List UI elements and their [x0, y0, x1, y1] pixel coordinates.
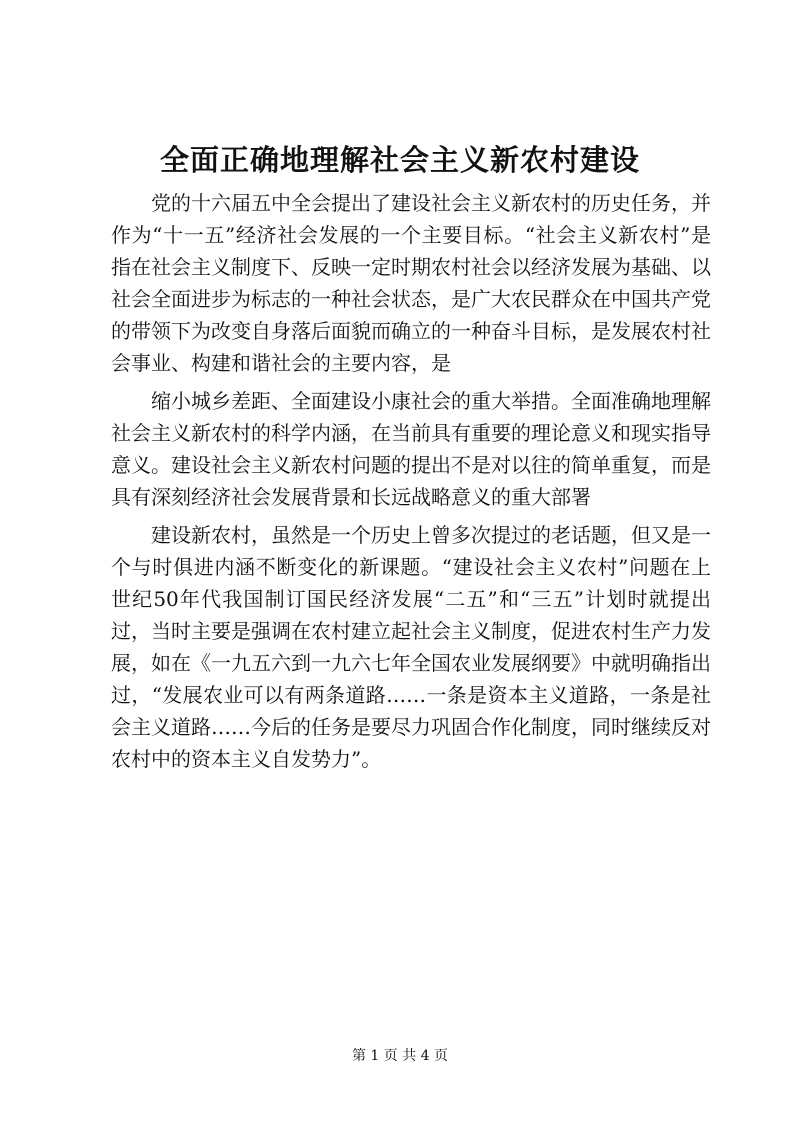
paragraph-1: 党的十六届五中全会提出了建设社会主义新农村的历史任务，并作为“十一五”经济社会发展的一个主要目标。“社会主义新农村”是指在社会主义制度下、反映一定时期农村社会以经济发展为基础、以社会全面进步为标志的一种社会状态，是广大农民群众在中国共产党的带领下为改变自身落后面貌而确立的一种奋斗目标，是发展农村社会事业、构建和谐社会的主要内容，是 — [111, 191, 711, 375]
page-footer: 第 1 页 共 4 页 — [351, 1048, 449, 1064]
document-body — [111, 187, 711, 781]
paragraph-3: 建设新农村，虽然是一个历史上曾多次提过的老话题，但又是一个与时俱进内涵不断变化的新课题。“建设社会主义农村”问题在上世纪50年代我国制订国民经济发展“二五”和“三五”计划时就提出过，当时主要是强调在农村建立起社会主义制度，促进农村生产力发展，如在《一九五六到一九六七年全国农业发展纲要》中就明确指出过，“发展农业可以有两条道路……一条是资本主义道路，一条是社会主义道路……今后的任务是要尽力巩固合作化制度，同时继续反对农村中的资本主义自发势力”。 — [111, 523, 711, 771]
document-title: 全面正确地理解社会主义新农村建设 — [159, 143, 640, 177]
paragraph-2: 缩小城乡差距、全面建设小康社会的重大举措。全面准确地理解社会主义新农村的科学内涵，在当前具有重要的理论意义和现实指导意义。建设社会主义新农村问题的提出不是对以往的简单重复，而是具有深刻经济社会发展背景和长远战略意义的重大部署 — [111, 389, 711, 509]
